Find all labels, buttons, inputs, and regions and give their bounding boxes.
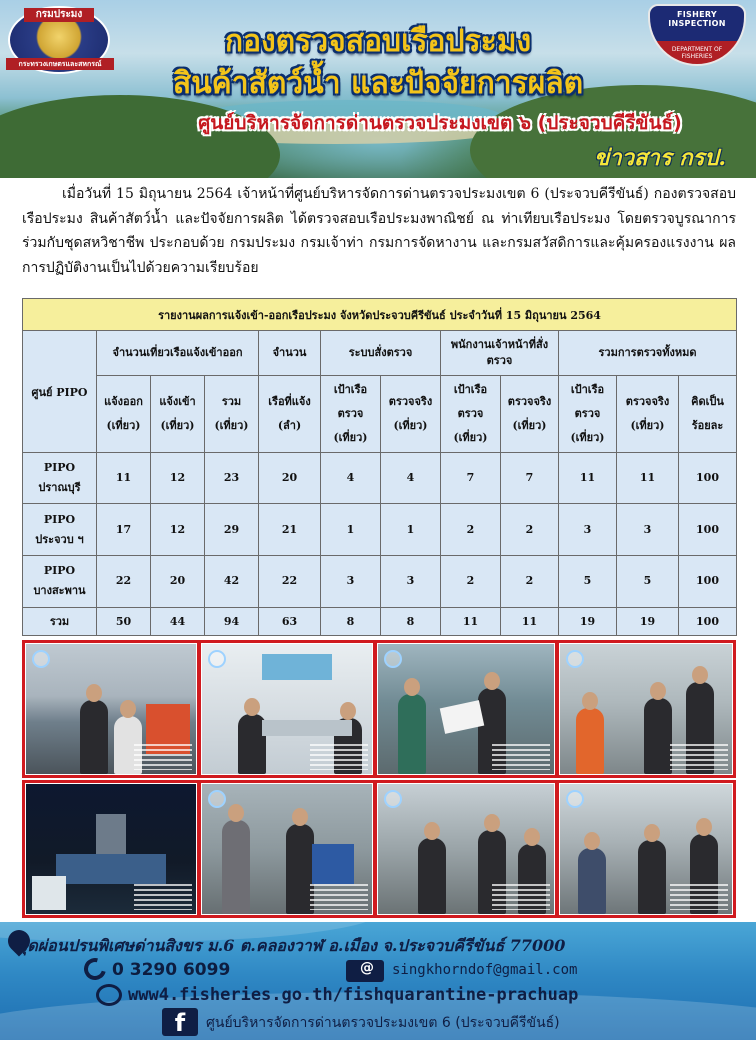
sub-header-percent: คิดเป็น ร้อยละ — [679, 375, 737, 452]
table-cell: 1 — [321, 504, 381, 556]
timestamp-overlay — [492, 884, 550, 910]
table-cell: 11 — [617, 452, 679, 504]
table-cell: 1 — [381, 504, 441, 556]
office-address: จุดผ่อนปรนพิเศษด่านสิงขร ม.6 ต.คลองวาฬ อ.เมือง จ.ประจวบคีรีขันธ์ 77000 — [18, 936, 566, 955]
table-cell: 20 — [151, 556, 205, 608]
table-cell: 22 — [259, 556, 321, 608]
person-figure — [644, 698, 672, 774]
email-address[interactable]: singkhorndof@gmail.com — [392, 962, 578, 978]
compass-icon — [208, 650, 226, 668]
total-cell: 8 — [381, 607, 441, 635]
table-cell: 42 — [205, 556, 259, 608]
table-cell: 2 — [501, 556, 559, 608]
total-cell: 50 — [97, 607, 151, 635]
compass-icon — [208, 790, 226, 808]
table-cell: 21 — [259, 504, 321, 556]
sub-header-out: แจ้งออก (เที่ยว) — [97, 375, 151, 452]
table-cell: 7 — [441, 452, 501, 504]
table-cell: 7 — [501, 452, 559, 504]
table-cell: 5 — [617, 556, 679, 608]
row-center-name: PIPO บางสะพาน — [23, 556, 97, 608]
timestamp-overlay — [310, 744, 368, 770]
sub-header-officer-target: เป้าเรือ ตรวจ (เที่ยว) — [441, 375, 501, 452]
table-row — [23, 504, 737, 556]
table-cell: 4 — [321, 452, 381, 504]
badge-sub: DEPARTMENT OF FISHERIES — [671, 46, 723, 60]
timestamp-overlay — [670, 744, 728, 770]
table-cell: 23 — [205, 452, 259, 504]
map-inset — [32, 876, 66, 910]
group-notify-header: จำนวนเที่ยวเรือแจ้งเข้าออก — [97, 331, 259, 376]
website-link[interactable]: www4.fisheries.go.th/fishquarantine-prachuap — [128, 985, 579, 1005]
photo-strip-bottom — [22, 780, 736, 918]
person-figure — [80, 700, 108, 774]
person-figure — [638, 840, 666, 914]
table-cell: 5 — [559, 556, 617, 608]
total-cell: 100 — [679, 607, 737, 635]
compass-icon — [566, 650, 584, 668]
table-cell: 20 — [259, 452, 321, 504]
sub-header-system-actual: ตรวจจริง (เที่ยว) — [381, 375, 441, 452]
sub-header-total-target: เป้าเรือ ตรวจ (เที่ยว) — [559, 375, 617, 452]
photo-crew-check — [377, 783, 555, 915]
table-cell: 100 — [679, 504, 737, 556]
table-cell: 2 — [441, 556, 501, 608]
news-tagline: ข่าวสาร กรป. — [594, 145, 726, 171]
timestamp-overlay — [670, 884, 728, 910]
vessel-cabin — [96, 814, 126, 854]
sub-header-sum: รวม (เที่ยว) — [205, 375, 259, 452]
table-cell: 11 — [559, 452, 617, 504]
group-officer-header: พนักงานเจ้าหน้าที่สั่งตรวจ — [441, 331, 559, 376]
timestamp-overlay — [492, 744, 550, 770]
timestamp-overlay — [134, 884, 192, 910]
person-figure — [418, 838, 446, 914]
facebook-page-name[interactable]: ศูนย์บริหารจัดการด่านตรวจประมงเขต 6 (ประจวบคีรีขันธ์) — [206, 1015, 560, 1031]
total-cell: 63 — [259, 607, 321, 635]
total-label: รวม — [23, 607, 97, 635]
col-center-header: ศูนย์ PIPO — [23, 331, 97, 452]
table-cell: 2 — [501, 504, 559, 556]
timestamp-overlay — [310, 884, 368, 910]
table-cell: 12 — [151, 452, 205, 504]
table-row — [23, 452, 737, 504]
compass-icon — [384, 650, 402, 668]
table-cell: 3 — [321, 556, 381, 608]
table-cell: 3 — [559, 504, 617, 556]
globe-icon — [96, 984, 122, 1006]
contact-footer — [0, 922, 756, 1040]
table-cell: 100 — [679, 556, 737, 608]
group-count-header: จำนวน — [259, 331, 321, 376]
office-name: ศูนย์บริหารจัดการด่านตรวจประมงเขต ๖ (ประจวบคีรีขันธ์) — [198, 112, 682, 134]
blue-bag — [312, 844, 354, 884]
photo-catch-inspection — [201, 783, 373, 915]
table-caption: รายงานผลการแจ้งเข้า-ออกเรือประมง จังหวัดประจวบคีรีขันธ์ ประจำวันที่ 15 มิถุนายน 2564 — [23, 299, 737, 331]
header-banner — [0, 0, 756, 178]
phone-number[interactable]: 0 3290 6099 — [112, 960, 231, 980]
photo-port-briefing — [559, 643, 733, 775]
group-system-header: ระบบสั่งตรวจ — [321, 331, 441, 376]
photo-document-check — [377, 643, 555, 775]
table-cell: 100 — [679, 452, 737, 504]
person-figure — [578, 848, 606, 914]
compass-icon — [32, 650, 50, 668]
total-cell: 8 — [321, 607, 381, 635]
sub-header-total-actual: ตรวจจริง (เที่ยว) — [617, 375, 679, 452]
timestamp-overlay — [134, 744, 192, 770]
sub-header-officer-actual: ตรวจจริง (เที่ยว) — [501, 375, 559, 452]
table-cell: 2 — [441, 504, 501, 556]
badge-text: FISHERY INSPECTION — [668, 10, 726, 28]
table-cell: 11 — [97, 452, 151, 504]
person-figure — [398, 694, 426, 774]
table-cell: 12 — [151, 504, 205, 556]
photo-deck-inspection — [559, 783, 733, 915]
person-figure — [576, 708, 604, 774]
total-cell: 19 — [559, 607, 617, 635]
wall-poster — [262, 654, 332, 680]
logo-left-label: กรมประมง — [24, 8, 94, 22]
photo-pier-inspection — [25, 643, 197, 775]
total-cell: 11 — [441, 607, 501, 635]
total-cell: 44 — [151, 607, 205, 635]
photo-strip-top — [22, 640, 736, 778]
sub-header-in: แจ้งเข้า (เที่ยว) — [151, 375, 205, 452]
page-title: กองตรวจสอบเรือประมง — [224, 24, 532, 59]
total-cell: 11 — [501, 607, 559, 635]
table-cell: 17 — [97, 504, 151, 556]
table-cell: 22 — [97, 556, 151, 608]
group-total-header: รวมการตรวจทั้งหมด — [559, 331, 737, 376]
report-table — [22, 298, 737, 636]
sub-header-vessels: เรือที่แจ้ง (ลำ) — [259, 375, 321, 452]
row-center-name: PIPO ปราณบุรี — [23, 452, 97, 504]
table-cell: 3 — [381, 556, 441, 608]
row-center-name: PIPO ประจวบ ฯ — [23, 504, 97, 556]
table-cell: 3 — [617, 504, 679, 556]
logo-left-sub: กระทรวงเกษตรและสหกรณ์ — [6, 58, 114, 70]
photo-night-vessel — [25, 783, 197, 915]
email-icon — [346, 960, 384, 982]
compass-icon — [566, 790, 584, 808]
table-cell: 29 — [205, 504, 259, 556]
total-cell: 19 — [617, 607, 679, 635]
total-cell: 94 — [205, 607, 259, 635]
news-paragraph: เมื่อวันที่ 15 มิถุนายน 2564 เจ้าหน้าที่ศูนย์บริหารจัดการด่านตรวจประมงเขต 6 (ประจวบคีรีขันธ์) กองตรวจสอบเรือประมง สินค้าสัตว์น้ำ และปัจจัยการผลิต ได้ตรวจสอบเรือประมงพาณิชย์ ณ ท่าเทียบเรือประมง โดยตรวจบูรณาการร่วมกับชุดสหวิชาชีพ ประกอบด้วย กรมประมง กรมเจ้าท่า กรมการจัดหางาน และกรมสวัสดิการและคุ้มครองแรงงาน ผลการปฏิบัติงานเป็นไปด้วยความเรียบร้อย — [22, 186, 736, 276]
sub-header-system-target: เป้าเรือ ตรวจ (เที่ยว) — [321, 375, 381, 452]
facebook-icon[interactable]: f — [162, 1008, 198, 1036]
table-row — [23, 556, 737, 608]
table-total-row — [23, 607, 737, 635]
table-cell: 4 — [381, 452, 441, 504]
vessel-hull — [56, 854, 166, 884]
desk — [262, 720, 352, 736]
page-subtitle: สินค้าสัตว์น้ำ และปัจจัยการผลิต — [172, 66, 584, 101]
person-figure — [222, 820, 250, 914]
photo-office-meeting — [201, 643, 373, 775]
compass-icon — [384, 790, 402, 808]
